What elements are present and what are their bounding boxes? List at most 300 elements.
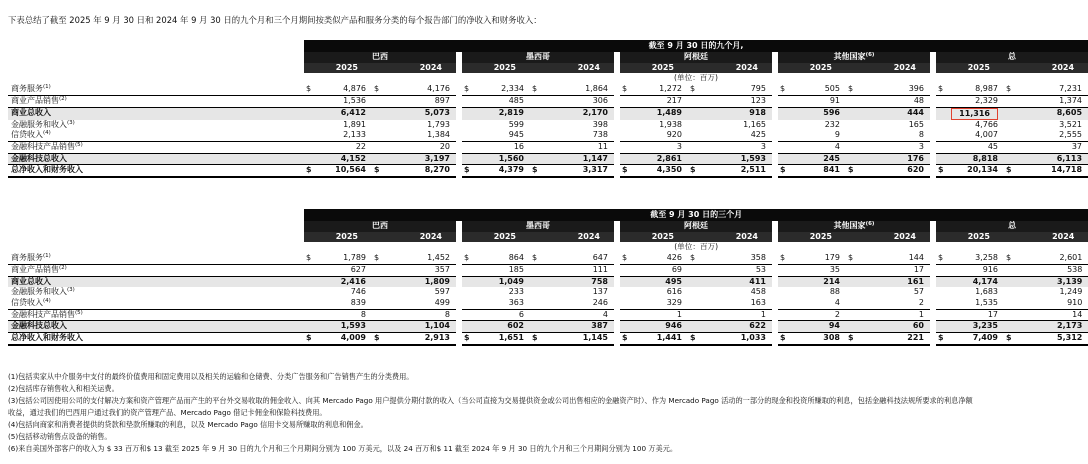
cell-value: 2,819 (473, 107, 530, 120)
currency-symbol (530, 107, 541, 120)
footnote: (3)包括公司因使用公司的支付解决方案和资产管理产品而产生的平台外交易收取的佣金收入、向其 Mercado Pago 用户提供分期付款的收入（当公司直接为交易提供资金或公司出售相应的金融资产时）、作为 Mercado Pago 活动的一部分的现金和投资所赚取的利息，包括金融科技法规所要求的利息净额 (8, 396, 973, 405)
year-header: 2024 (530, 232, 614, 243)
currency-symbol (462, 120, 473, 131)
cell-value: 5,073 (383, 107, 456, 120)
currency-symbol (846, 264, 857, 276)
currency-symbol (846, 153, 857, 165)
currency-symbol: $ (372, 165, 383, 177)
currency-symbol (688, 321, 699, 333)
year-header: 2024 (530, 63, 614, 74)
currency-symbol (530, 153, 541, 165)
cell-value: 599 (508, 119, 524, 129)
cell-value: 2,511 (699, 165, 772, 177)
row-label-text: 商务服务 (11, 253, 43, 263)
region-header (620, 52, 772, 63)
cell-value: 3 (631, 141, 688, 153)
region-name: 阿根廷 (684, 52, 708, 61)
cell-value: 246 (592, 297, 608, 307)
currency-symbol (372, 130, 383, 141)
table-row (8, 276, 1088, 287)
cell-value: 425 (750, 130, 766, 140)
three-months-table (8, 209, 1088, 346)
row-label (8, 321, 304, 333)
cell-value: 1,452 (427, 253, 450, 263)
cell-value: 4,766 (975, 119, 998, 129)
cell-value: 1,165 (743, 119, 766, 129)
table-row (8, 298, 1088, 309)
cell-value: 4,152 (315, 153, 372, 165)
currency-symbol: $ (304, 333, 315, 345)
cell-value: 795 (750, 84, 766, 94)
cell-value: 3,235 (947, 321, 1004, 333)
region-header (936, 52, 1088, 63)
row-label-text: 商业总收入 (11, 276, 51, 286)
currency-symbol (778, 95, 789, 107)
cell-value: 622 (699, 321, 772, 333)
cell-value: 920 (666, 130, 682, 140)
cell-value: 45 (947, 141, 1004, 153)
currency-symbol: $ (532, 253, 538, 263)
currency-symbol (462, 95, 473, 107)
region-name: 阿根廷 (684, 221, 708, 230)
footnote-ref: (2) (59, 95, 67, 102)
cell-value: 20,134 (947, 165, 1004, 177)
currency-symbol (688, 153, 699, 165)
cell-value: 123 (699, 95, 772, 107)
currency-symbol (936, 309, 947, 321)
currency-symbol: $ (374, 253, 380, 263)
currency-symbol (688, 107, 699, 120)
cell-value: 1,033 (699, 333, 772, 345)
currency-symbol (936, 153, 947, 165)
currency-symbol (1004, 298, 1015, 309)
row-label-text: 信贷收入 (11, 297, 43, 307)
currency-symbol (778, 321, 789, 333)
currency-symbol (620, 120, 631, 131)
currency-symbol (620, 95, 631, 107)
row-label (8, 333, 304, 345)
cell-value: 839 (350, 297, 366, 307)
unit-label: (单位：百万) (674, 73, 718, 83)
currency-symbol (372, 298, 383, 309)
currency-symbol: $ (622, 84, 628, 94)
currency-symbol: $ (620, 333, 631, 345)
currency-symbol (846, 107, 857, 120)
currency-symbol (936, 276, 947, 287)
currency-symbol (530, 287, 541, 298)
currency-symbol: $ (1006, 84, 1012, 94)
row-label (8, 153, 304, 165)
currency-symbol: $ (622, 253, 628, 263)
cell-value: 179 (824, 253, 840, 263)
year-header: 2025 (462, 63, 530, 74)
cell-value: 14,718 (1015, 165, 1088, 177)
currency-symbol (462, 141, 473, 153)
cell-value: 596 (789, 107, 846, 120)
table-row (8, 84, 1088, 95)
cell-value: 2,173 (1015, 321, 1088, 333)
currency-symbol (530, 321, 541, 333)
cell-value: 9 (834, 130, 840, 140)
footnote-ref: (6) (865, 52, 875, 58)
currency-symbol (688, 120, 699, 131)
cell-value: 8 (383, 309, 456, 321)
year-header: 2024 (846, 232, 930, 243)
cell-value: 1,683 (975, 287, 998, 297)
currency-symbol (846, 141, 857, 153)
cell-value: 1,536 (315, 95, 372, 107)
cell-value: 1 (631, 309, 688, 321)
cell-value: 7,231 (1059, 84, 1083, 94)
currency-symbol (778, 153, 789, 165)
cell-value: 22 (315, 141, 372, 153)
cell-value: 16 (473, 141, 530, 153)
year-header: 2024 (372, 232, 456, 243)
cell-value: 37 (1015, 141, 1088, 153)
footnote: (2)包括库存销售收入和相关运费。 (8, 384, 119, 393)
currency-symbol (372, 120, 383, 131)
header-spacer (8, 40, 304, 52)
cell-value: 161 (857, 276, 930, 287)
footnote-ref: (2) (59, 264, 67, 271)
nine-months-table (8, 40, 1088, 178)
currency-symbol (846, 120, 857, 131)
row-label-text: 商业总收入 (11, 108, 51, 118)
table-row (8, 309, 1088, 321)
cell-value: 14 (1015, 309, 1088, 321)
footnote-ref: (1) (43, 84, 51, 91)
footnote: (4)包括向商家和消费者提供的贷款和垫款所赚取的利息，以及 Mercado Pago 信用卡交易所赚取的利息和佣金。 (8, 420, 368, 429)
cell-value: 8,818 (947, 153, 1004, 165)
region-name: 巴西 (372, 221, 388, 230)
cell-value: 485 (473, 95, 530, 107)
cell-value: 17 (947, 309, 1004, 321)
cell-value: 2,913 (383, 333, 456, 345)
cell-value: 221 (857, 333, 930, 345)
currency-symbol (1004, 95, 1015, 107)
row-label-text: 金融服务和收入 (11, 119, 67, 129)
cell-value: 6,412 (315, 107, 372, 120)
currency-symbol: $ (1004, 333, 1015, 345)
cell-value: 8,270 (383, 165, 456, 177)
currency-symbol (304, 287, 315, 298)
table-title: 截至 9 月 30 日的九个月, (304, 40, 1088, 52)
row-label (8, 165, 304, 177)
region-name: 巴西 (372, 52, 388, 61)
cell-value: 2 (789, 309, 846, 321)
cell-value: 1,147 (541, 153, 614, 165)
currency-symbol (688, 95, 699, 107)
currency-symbol (462, 309, 473, 321)
year-header: 2024 (688, 63, 772, 74)
currency-symbol (304, 141, 315, 153)
cell-value: 111 (541, 264, 614, 276)
cell-value: 1 (699, 309, 772, 321)
cell-value: 505 (824, 84, 840, 94)
header-spacer (8, 63, 304, 74)
region-name: 墨西哥 (526, 221, 550, 230)
currency-symbol (462, 321, 473, 333)
cell-value: 3,197 (383, 153, 456, 165)
cell-value: 2,601 (1059, 253, 1083, 263)
row-label (8, 95, 304, 107)
cell-value: 538 (1015, 264, 1088, 276)
currency-symbol (530, 130, 541, 141)
currency-symbol (688, 287, 699, 298)
currency-symbol (620, 130, 631, 141)
footnote-ref: (3) (67, 287, 75, 294)
year-header: 2024 (1004, 232, 1088, 243)
cell-value: 1,535 (975, 297, 998, 307)
currency-symbol (372, 276, 383, 287)
cell-value: 1,249 (1059, 287, 1083, 297)
cell-value: 8,605 (1015, 107, 1088, 120)
cell-value: 306 (541, 95, 614, 107)
currency-symbol (1004, 321, 1015, 333)
cell-value: 163 (750, 297, 766, 307)
currency-symbol (304, 120, 315, 131)
row-label-text: 商业产品销售 (11, 264, 59, 274)
cell-value: 4,379 (473, 165, 530, 177)
cell-value: 2,334 (501, 84, 524, 94)
currency-symbol (620, 264, 631, 276)
currency-symbol (936, 107, 947, 120)
footnote-ref: (5) (75, 141, 83, 148)
cell-value: 4,176 (427, 84, 450, 94)
cell-value: 214 (789, 276, 846, 287)
currency-symbol (936, 141, 947, 153)
cell-value: 398 (592, 119, 608, 129)
cell-value: 458 (750, 287, 766, 297)
cell-value: 1,793 (427, 119, 450, 129)
currency-symbol (304, 309, 315, 321)
currency-symbol (846, 298, 857, 309)
cell-value: 137 (592, 287, 608, 297)
currency-symbol: $ (936, 333, 947, 345)
cell-value: 185 (473, 264, 530, 276)
row-label-text: 金融科技总收入 (11, 321, 67, 331)
currency-symbol (620, 287, 631, 298)
unit-label: (单位：百万) (674, 242, 719, 252)
currency-symbol (688, 309, 699, 321)
currency-symbol (778, 309, 789, 321)
currency-symbol (372, 153, 383, 165)
currency-symbol (688, 264, 699, 276)
currency-symbol (462, 130, 473, 141)
footnote-ref: (6) (865, 221, 875, 227)
currency-symbol (1004, 141, 1015, 153)
cell-value: 2,416 (315, 276, 372, 287)
currency-symbol (372, 309, 383, 321)
footnote-ref: (3) (67, 119, 75, 126)
cell-value: 91 (789, 95, 846, 107)
currency-symbol (304, 276, 315, 287)
cell-value: 357 (383, 264, 456, 276)
currency-symbol (936, 95, 947, 107)
currency-symbol: $ (374, 84, 380, 94)
cell-value: 4 (541, 309, 614, 321)
currency-symbol (846, 309, 857, 321)
cell-value: 35 (789, 264, 846, 276)
currency-symbol: $ (690, 84, 696, 94)
row-label-text: 金融服务和收入 (11, 287, 67, 297)
cell-value: 1,593 (315, 321, 372, 333)
region-header (462, 52, 614, 63)
row-label-text: 总净收入和财务收入 (11, 333, 83, 343)
cell-value: 11 (541, 141, 614, 153)
cell-value: 946 (631, 321, 688, 333)
row-label (8, 253, 304, 264)
cell-value: 627 (315, 264, 372, 276)
currency-symbol: $ (530, 333, 541, 345)
currency-symbol (620, 321, 631, 333)
currency-symbol: $ (780, 253, 786, 263)
row-label (8, 298, 304, 309)
currency-symbol (372, 141, 383, 153)
cell-value: 1,891 (343, 119, 366, 129)
row-label (8, 120, 304, 131)
currency-symbol: $ (848, 253, 854, 263)
footnote: (1)包括卖家从中介服务中支付的最终价值费用和固定费用以及相关的运输和仓储费、分类广告服务和广告销售产生的分类费用。 (8, 372, 414, 381)
cell-value: 1,938 (659, 119, 682, 129)
footnote-ref: (5) (75, 309, 83, 316)
cell-value: 363 (508, 297, 524, 307)
cell-value: 48 (857, 95, 930, 107)
currency-symbol (778, 141, 789, 153)
cell-value: 1,651 (473, 333, 530, 345)
cell-value: 841 (789, 165, 846, 177)
cell-value: 1,441 (631, 333, 688, 345)
cell-value: 176 (857, 153, 930, 165)
cell-value: 2,329 (947, 95, 1004, 107)
table-row (8, 165, 1088, 177)
region-header (778, 221, 930, 232)
currency-symbol (846, 95, 857, 107)
header-spacer (8, 52, 304, 63)
currency-symbol (620, 141, 631, 153)
cell-value: 897 (383, 95, 456, 107)
table-row (8, 120, 1088, 131)
cell-value: 4,876 (343, 84, 366, 94)
cell-value: 7,409 (947, 333, 1004, 345)
currency-symbol (688, 276, 699, 287)
year-header: 2025 (778, 63, 846, 74)
cell-value: 945 (508, 130, 524, 140)
cell-value: 1,489 (631, 107, 688, 120)
region-name: 总 (1008, 221, 1017, 230)
currency-symbol: $ (1006, 253, 1012, 263)
year-header: 2025 (778, 232, 846, 243)
row-label (8, 309, 304, 321)
cell-value: 3 (857, 141, 930, 153)
currency-symbol (530, 120, 541, 131)
cell-value: 499 (434, 297, 450, 307)
year-header: 2025 (620, 63, 688, 74)
region-name: 墨西哥 (526, 52, 550, 61)
cell-value: 217 (631, 95, 688, 107)
cell-value: 396 (908, 84, 924, 94)
row-label (8, 287, 304, 298)
currency-symbol (530, 309, 541, 321)
region-name: 其他国家 (833, 221, 866, 230)
currency-symbol (372, 264, 383, 276)
region-header (304, 221, 456, 232)
currency-symbol: $ (688, 333, 699, 345)
currency-symbol: $ (690, 253, 696, 263)
currency-symbol (372, 95, 383, 107)
currency-symbol (372, 287, 383, 298)
currency-symbol (1004, 309, 1015, 321)
cell-value: 1,809 (383, 276, 456, 287)
cell-value: 1,374 (1015, 95, 1088, 107)
cell-value: 329 (666, 297, 682, 307)
currency-symbol (462, 264, 473, 276)
cell-value: 232 (824, 119, 840, 129)
unit-spacer (8, 242, 304, 253)
footnote: 收益，通过我们的巴西用户通过我们的资产管理产品、Mercado Pago 借记卡佣金和保险科技费用。 (8, 408, 327, 417)
cell-value: 426 (666, 253, 682, 263)
cell-value: 5,312 (1015, 333, 1088, 345)
table-row (8, 130, 1088, 141)
table-row (8, 287, 1088, 298)
year-header: 2024 (372, 63, 456, 74)
cell-value: 444 (857, 107, 930, 120)
currency-symbol (530, 276, 541, 287)
cell-value: 17 (857, 264, 930, 276)
cell-value: 1,049 (473, 276, 530, 287)
cell-value: 738 (592, 130, 608, 140)
cell-value: 94 (789, 321, 846, 333)
cell-value: 1,593 (699, 153, 772, 165)
currency-symbol: $ (780, 84, 786, 94)
currency-symbol (304, 95, 315, 107)
currency-symbol (778, 107, 789, 120)
currency-symbol (462, 276, 473, 287)
table-row (8, 253, 1088, 264)
cell-value: 60 (857, 321, 930, 333)
region-header (304, 52, 456, 63)
currency-symbol (688, 130, 699, 141)
table-row (8, 333, 1088, 345)
row-label (8, 84, 304, 95)
currency-symbol: $ (848, 84, 854, 94)
currency-symbol (1004, 276, 1015, 287)
cell-value: 10,564 (315, 165, 372, 177)
currency-symbol: $ (464, 253, 470, 263)
cell-value: 6,113 (1015, 153, 1088, 165)
currency-symbol: $ (306, 253, 312, 263)
row-label (8, 141, 304, 153)
cell-value: 2,170 (541, 107, 614, 120)
year-header: 2025 (304, 232, 372, 243)
currency-symbol (1004, 107, 1015, 120)
year-header: 2025 (620, 232, 688, 243)
cell-value: 1,864 (585, 84, 608, 94)
row-label-text: 总净收入和财务收入 (11, 165, 83, 175)
header-spacer (8, 221, 304, 232)
cell-value: 69 (631, 264, 688, 276)
currency-symbol (936, 130, 947, 141)
cell-value: 8,987 (975, 84, 998, 94)
cell-value: 1,272 (659, 84, 682, 94)
footnote: (6)来自美国外部客户的收入为 $ 33 百万和$ 13 截至 2025 年 9 月 30 日的九个月和三个月期间分别为 100 万美元，以及 24 百万和$ 11 截至 2024 年 9 月 30 日的九个月和三个月期间分别为 100 万美元。 (8, 444, 678, 453)
table-title: 截至 9 月 30 日的三个月 (304, 209, 1088, 221)
row-label (8, 264, 304, 276)
currency-symbol: $ (462, 165, 473, 177)
currency-symbol (778, 276, 789, 287)
currency-symbol (688, 298, 699, 309)
cell-value: 2,555 (1059, 130, 1083, 140)
